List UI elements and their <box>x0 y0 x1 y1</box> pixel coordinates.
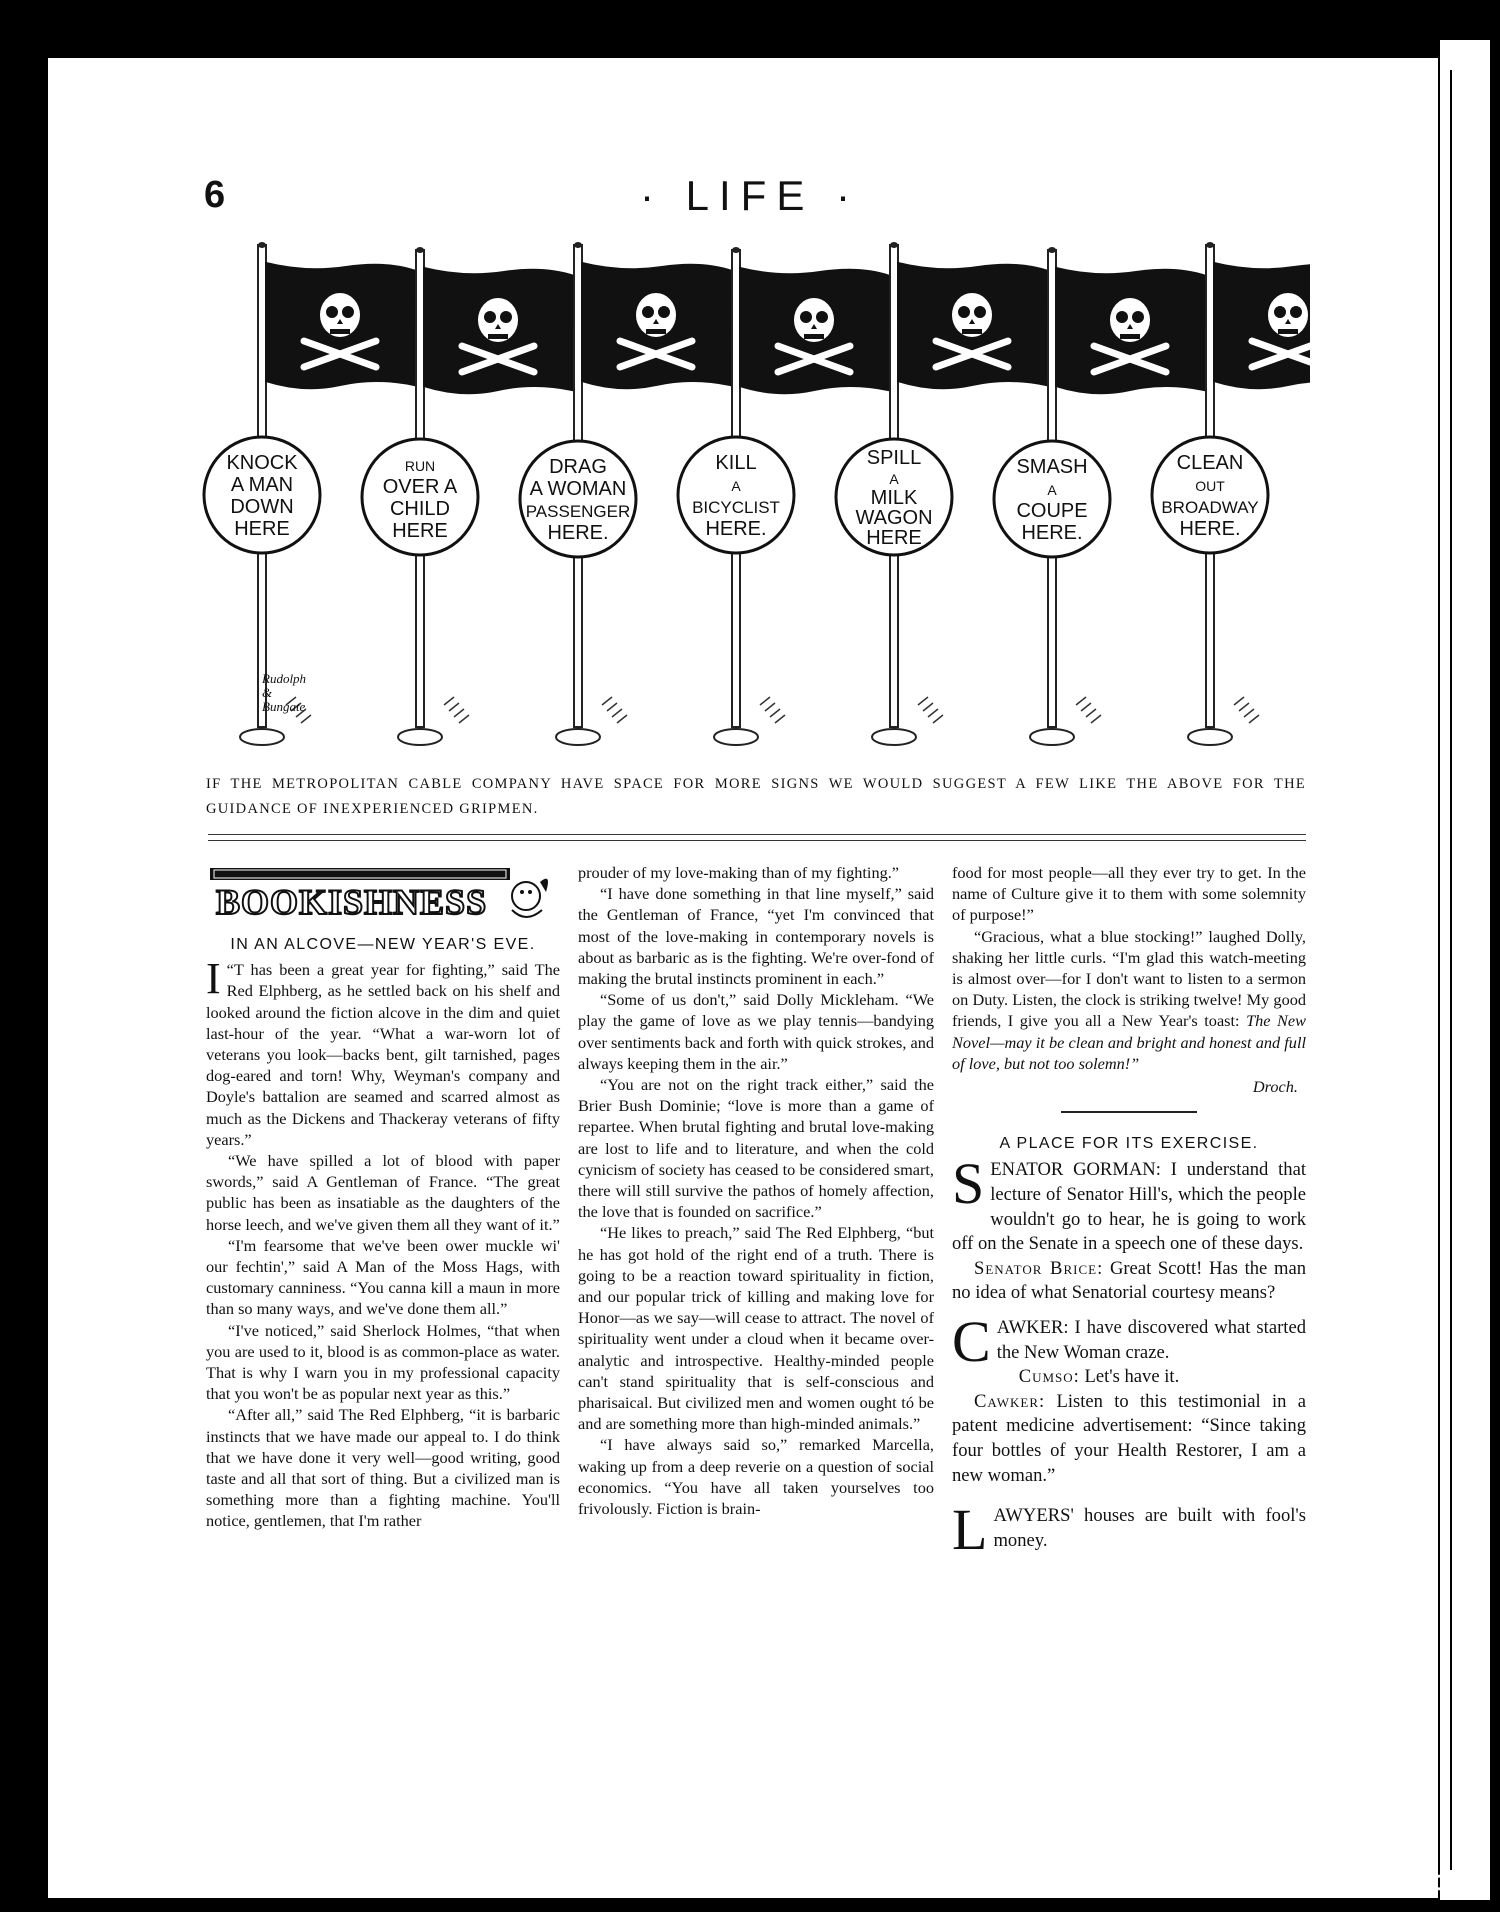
skull-eye <box>974 306 986 318</box>
pole-cap <box>1048 247 1056 253</box>
shade-mark <box>301 715 311 723</box>
sign-text: KILL <box>715 452 757 474</box>
skull-teeth <box>488 334 508 339</box>
sign-text: OUT <box>1195 478 1225 494</box>
column-2 <box>578 862 934 1519</box>
sign-text: HERE. <box>547 522 609 544</box>
shade-mark <box>602 697 612 705</box>
pole-base <box>714 729 758 745</box>
shade-mark <box>617 715 627 723</box>
sign-text: KNOCK <box>226 452 298 474</box>
shade-mark <box>918 697 928 705</box>
author-signature: Droch. <box>1252 1077 1298 1097</box>
pole-cap <box>732 247 740 253</box>
pole-cap <box>258 242 266 248</box>
drop-cap: S <box>952 1151 985 1217</box>
paragraph: prouder of my love-making than of my fighting.” <box>578 863 900 882</box>
skull-teeth <box>1120 334 1140 339</box>
sign-text: PASSENGER <box>525 502 631 521</box>
section-divider <box>208 834 1306 841</box>
shade-mark <box>1249 715 1259 723</box>
sign-text: DRAG <box>549 456 607 478</box>
skull-eye <box>800 311 812 323</box>
paragraph <box>952 1151 1306 1256</box>
shade-mark <box>1091 715 1101 723</box>
next-page-edge <box>1440 40 1490 1900</box>
masthead-title: · LIFE · <box>639 172 860 219</box>
sign-text: OVER A <box>382 476 458 498</box>
page-number: 6 <box>204 174 226 216</box>
sign-text: HERE. <box>705 518 767 540</box>
skull-eye <box>1290 306 1302 318</box>
speaker-name: Senator Brice: <box>974 1257 1104 1279</box>
paragraph <box>952 926 1306 1074</box>
paragraph: “After all,” said The Red Elphberg, “it is barbaric instincts that we have made our appeal to. I do think that we have done it very well—good writing, good taste and all that sort of thing. But a civilized man is something more than a fighting machine. You'll notice, gentlemen, that I'm rather <box>206 1405 560 1531</box>
paragraph: “I have always said so,” remarked Marcella, waking up from a deep reverie on a question of social economics. “You have all taken yourselves too frivolously. Fiction is brain- <box>578 1435 934 1519</box>
shade-mark <box>923 703 933 711</box>
skull-eye <box>958 306 970 318</box>
paragraph: “He likes to preach,” said The Red Elphberg, “but he has got hold of the right end of a truth. There is going to be a reaction toward spirituality in fiction, and our popular trick of killing and making love for Honor—as we say—will cease to attract. The novel of spirituality went under a cloud when it became over-analytic and introspective. Healthy-minded people can't stand spirituality that is self-conscious and pharisaical. But civilized men and women ought tó be and are something more than high-minded animals.” <box>578 1223 934 1434</box>
cartoon-illustration <box>200 235 1310 755</box>
paragraph: “I've noticed,” said Sherlock Holmes, “that when you are used to it, blood is as common-place as water. That is why I warn you in my professional capacity that you won't be as popular next year as this.” <box>206 1320 560 1404</box>
skull-eye <box>816 311 828 323</box>
skull-eye <box>1274 306 1286 318</box>
sign-text: RUN <box>404 458 436 474</box>
banner-title: BOOKISHNESS <box>216 882 488 922</box>
paragraph: “I'm fearsome that we've been ower muckle wi' our fechtin',” said A Man of the Moss Hags, with customary canniness. “You canna kill a maun in more than so many ways, and we've done them all.” <box>206 1235 560 1319</box>
pole-base <box>398 729 442 745</box>
skull-teeth <box>330 329 350 334</box>
sign-text: SPILL <box>866 447 922 469</box>
skull-eye <box>326 306 338 318</box>
signature-line: Rudolph <box>262 671 307 686</box>
shade-mark <box>760 697 770 705</box>
shade-mark <box>444 697 454 705</box>
shade-mark <box>449 703 459 711</box>
paragraph: “You are not on the right track either,” said the Brier Bush Dominie; “love is more than a game of repartee. When brutal fighting and brutal love-making are lost to life and to literature, and when the cold cynicism of society has ceased to be considered smart, there will still survive the pathos of homely affection, the love that is founded on sacrifice.” <box>578 1075 934 1222</box>
paragraph-text: Let's have it. <box>1084 1366 1180 1388</box>
paragraph: food for most people—all they ever try to get. In the name of Culture give it to them with some solemnity of purpose!” <box>952 863 1306 925</box>
sign-text: CLEAN <box>1176 452 1244 474</box>
sign-text: COUPE <box>1016 500 1088 522</box>
speaker-name: Cawker: <box>974 1390 1046 1412</box>
drop-cap: I <box>206 954 221 1004</box>
senator-item <box>952 1151 1306 1306</box>
signature-line: & <box>262 685 273 700</box>
sign-text: CHILD <box>389 498 451 520</box>
artist-signature <box>262 672 322 714</box>
sign-text: HERE. <box>1179 518 1241 540</box>
pole-cap <box>890 242 898 248</box>
shade-mark <box>775 715 785 723</box>
shade-mark <box>607 703 617 711</box>
skull-eye <box>342 306 354 318</box>
shade-mark <box>770 709 780 717</box>
column-3 <box>952 862 1306 1563</box>
sign-text: HERE <box>234 518 290 540</box>
shade-mark <box>1086 709 1096 717</box>
sign-text: BROADWAY <box>1161 498 1259 517</box>
paragraph-text: Listen to this testimonial in a patent medicine advertisement: “Since taking four bottles of your Health Restorer, I am a new woman.” <box>952 1390 1306 1486</box>
sign-text: A <box>889 471 899 487</box>
sign-text: SMASH <box>1016 456 1088 478</box>
paragraph <box>952 1497 1306 1563</box>
column-1 <box>206 862 560 1532</box>
sign-text: A <box>1047 482 1057 498</box>
shade-mark <box>928 709 938 717</box>
cawker-item <box>952 1309 1306 1488</box>
sign-text: BICYCLIST <box>692 498 780 517</box>
skull-teeth <box>1278 329 1298 334</box>
pole-base <box>872 729 916 745</box>
skull-eye <box>1132 311 1144 323</box>
shade-mark <box>1244 709 1254 717</box>
open-quote: “ <box>226 960 234 980</box>
paragraph: “I have done something in that line myself,” said the Gentleman of France, “yet I'm convinced that most of the love-making in contemporary novels is about as barbaric as is the fighting. We're over-fond of making the brutal instincts prominent in each.” <box>578 884 934 989</box>
drop-cap: L <box>952 1497 988 1563</box>
cartoon-caption: IF THE METROPOLITAN CABLE COMPANY HAVE SPACE FOR MORE SIGNS WE WOULD SUGGEST A FEW LIKE THE ABOVE FOR THE GUIDANCE OF INEXPERIENCED GRIPMEN. <box>206 776 1306 817</box>
paragraph <box>952 1365 1306 1390</box>
pole-cap <box>574 242 582 248</box>
shade-mark <box>612 709 622 717</box>
skull-teeth <box>646 329 666 334</box>
sign-text: HERE. <box>1021 522 1083 544</box>
paragraph-text: ENATOR GORMAN: I understand that lecture of Senator Hill's, which the people wouldn't go to hear, he is going to work off on the Senate in a speech one of these days. <box>952 1159 1306 1255</box>
drop-cap: C <box>952 1309 991 1374</box>
next-page-edge-line <box>1450 70 1452 1870</box>
sign-text: WAGON <box>855 507 933 529</box>
pole-base <box>240 729 284 745</box>
pole-base <box>1188 729 1232 745</box>
watermark: comicbooks.com <box>1237 1865 1474 1897</box>
shade-mark <box>1234 697 1244 705</box>
sign-text: HERE <box>392 520 448 542</box>
sign-text: A WOMAN <box>529 478 627 500</box>
pole-base <box>1030 729 1074 745</box>
shade-mark <box>1081 703 1091 711</box>
short-divider <box>1061 1111 1197 1113</box>
sign-text: A <box>731 478 741 494</box>
sign-text: A MAN <box>230 474 294 496</box>
speaker-name: Cumso: <box>1018 1366 1080 1388</box>
skull-teeth <box>962 329 982 334</box>
pole-base <box>556 729 600 745</box>
paragraph-text: “Gracious, what a blue stocking!” laughed Dolly, shaking her little curls. “I'm glad this watch-meeting is almost over—for I don't want to listen to a sermon on Duty. Listen, the clock is striking twelve! My good friends, I give you all a New Year's toast: <box>952 926 1306 1031</box>
paragraph: “We have spilled a lot of blood with paper swords,” said A Gentleman of France. “The great public has been as insatiable as the daughters of the horse leech, and we've given them all they want of it.” <box>206 1151 560 1234</box>
paragraph: “Some of us don't,” said Dolly Mickleham. “We play the game of love as we play tennis—bandying over sentiments back and forth with quick strokes, and always keeping them in the air.” <box>578 990 934 1073</box>
pole-cap <box>416 247 424 253</box>
signature-line: Bungate <box>262 699 306 714</box>
section-heading-2: A PLACE FOR ITS EXERCISE. <box>999 1135 1259 1153</box>
pole-cap <box>1206 242 1214 248</box>
shade-mark <box>1239 703 1249 711</box>
toast-italic: The New Novel—may it be clean and bright and honest and full of love, but not too solemn!” <box>952 1011 1306 1073</box>
shade-mark <box>454 709 464 717</box>
paragraph-text: AWKER: I have discovered what started the New Woman craze. <box>996 1317 1306 1363</box>
shade-mark <box>1076 697 1086 705</box>
skull-eye <box>500 311 512 323</box>
skull-eye <box>1116 311 1128 323</box>
paragraph <box>952 1390 1306 1488</box>
paragraph-text: T has been a great year for fighting,” said The Red Elphberg, as he settled back on his shelf and looked around the fiction alcove in the dim and quiet last-hour of the year. “What a war-worn lot of veterans you look—backs bent, gilt tarnished, pages dog-eared and torn! Why, Weyman's company and Doyle's battalion are seamed and scarred almost as much as the Dickens and Thackeray veterans of fifty years.” <box>206 960 560 1149</box>
bookishness-banner <box>206 862 556 928</box>
sign-text: DOWN <box>230 496 294 518</box>
spacer <box>952 1488 1306 1504</box>
skull-teeth <box>804 334 824 339</box>
section-heading: IN AN ALCOVE—NEW YEAR'S EVE. <box>230 936 536 953</box>
paragraph-text: AWYERS' houses are built with fool's money. <box>993 1505 1306 1551</box>
skull-eye <box>658 306 670 318</box>
skull-eye <box>642 306 654 318</box>
shade-mark <box>765 703 775 711</box>
skull-eye <box>484 311 496 323</box>
paragraph <box>952 1309 1306 1374</box>
shade-mark <box>933 715 943 723</box>
paragraph-text: Great Scott! Has the man no idea of what Senatorial courtesy means? <box>952 1257 1306 1304</box>
paragraph <box>952 1257 1306 1306</box>
paragraph <box>206 954 560 1150</box>
sign-text: HERE <box>866 527 922 549</box>
sign-text: MILK <box>870 487 918 509</box>
shade-mark <box>459 715 469 723</box>
lawyers-item <box>952 1497 1306 1563</box>
